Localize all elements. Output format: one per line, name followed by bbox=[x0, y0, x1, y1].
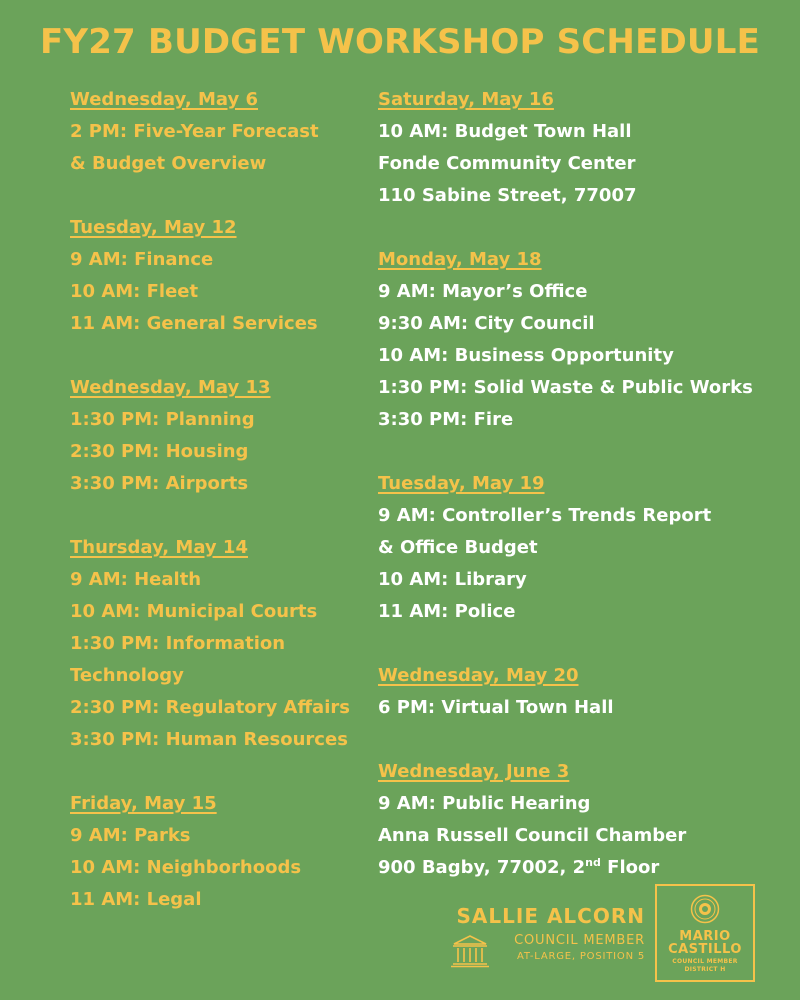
schedule-item: 9 AM: Parks bbox=[70, 825, 191, 846]
schedule-item: 9 AM: Public Hearing bbox=[378, 793, 591, 814]
schedule-day-block bbox=[70, 212, 370, 340]
day-heading: Wednesday, May 13 bbox=[70, 377, 271, 398]
schedule-item: 9 AM: Mayor’s Office bbox=[378, 281, 588, 302]
schedule-item: 9 AM: Finance bbox=[70, 249, 214, 270]
castillo-name: MARIO CASTILLO bbox=[668, 929, 742, 957]
day-heading: Monday, May 18 bbox=[378, 249, 542, 270]
schedule-day-block bbox=[378, 756, 794, 884]
schedule-day-block bbox=[70, 372, 370, 500]
schedule-item: 1:30 PM: Planning bbox=[70, 409, 255, 430]
schedule-item: Technology bbox=[70, 665, 184, 686]
schedule-item: 3:30 PM: Human Resources bbox=[70, 729, 348, 750]
schedule-item: 2 PM: Five-Year Forecast bbox=[70, 121, 319, 142]
schedule-item: & Office Budget bbox=[378, 537, 538, 558]
schedule-item: 1:30 PM: Information bbox=[70, 633, 286, 654]
schedule-item: 9:30 AM: City Council bbox=[378, 313, 595, 334]
schedule-item: & Budget Overview bbox=[70, 153, 267, 174]
schedule-item: 11 AM: Police bbox=[378, 601, 516, 622]
page-title: FY27 BUDGET WORKSHOP SCHEDULE bbox=[39, 22, 761, 62]
schedule-day-block bbox=[70, 788, 370, 916]
day-heading: Wednesday, May 6 bbox=[70, 89, 258, 110]
alcorn-name: SALLIE ALCORN bbox=[456, 904, 645, 928]
alcorn-position: AT-LARGE, POSITION 5 bbox=[516, 951, 645, 962]
schedule-item: 900 Bagby, 77002, 2nd Floor bbox=[378, 856, 660, 878]
day-heading: Thursday, May 14 bbox=[70, 537, 248, 558]
day-heading: Tuesday, May 19 bbox=[378, 473, 545, 494]
day-heading: Wednesday, June 3 bbox=[378, 761, 570, 782]
city-seal-icon bbox=[690, 894, 720, 924]
schedule-item: 2:30 PM: Regulatory Affairs bbox=[70, 697, 350, 718]
castillo-title: COUNCIL MEMBER DISTRICT H bbox=[672, 958, 738, 973]
castillo-logo bbox=[655, 884, 755, 982]
schedule-item: 6 PM: Virtual Town Hall bbox=[378, 697, 614, 718]
day-heading: Wednesday, May 20 bbox=[378, 665, 579, 686]
schedule-item: 9 AM: Health bbox=[70, 569, 202, 590]
schedule-day-block bbox=[70, 532, 370, 756]
schedule-item: Fonde Community Center bbox=[378, 153, 636, 174]
schedule-item: 110 Sabine Street, 77007 bbox=[378, 185, 637, 206]
schedule-item: 11 AM: General Services bbox=[70, 313, 318, 334]
schedule-item: 3:30 PM: Airports bbox=[70, 473, 249, 494]
schedule-item: Anna Russell Council Chamber bbox=[378, 825, 687, 846]
alcorn-title: COUNCIL MEMBER bbox=[514, 933, 645, 948]
schedule-item: 9 AM: Controller’s Trends Report bbox=[378, 505, 712, 526]
schedule-item: 10 AM: Fleet bbox=[70, 281, 199, 302]
schedule-item: 2:30 PM: Housing bbox=[70, 441, 249, 462]
schedule-item: 10 AM: Library bbox=[378, 569, 527, 590]
alcorn-logo bbox=[450, 904, 645, 968]
schedule-day-block bbox=[378, 244, 794, 436]
left-schedule-column bbox=[70, 84, 370, 916]
city-hall-icon bbox=[450, 932, 490, 968]
day-heading: Tuesday, May 12 bbox=[70, 217, 237, 238]
schedule-day-block bbox=[70, 84, 370, 180]
schedule-item: 3:30 PM: Fire bbox=[378, 409, 514, 430]
schedule-item: 11 AM: Legal bbox=[70, 889, 202, 910]
day-heading: Friday, May 15 bbox=[70, 793, 217, 814]
schedule-item: 10 AM: Municipal Courts bbox=[70, 601, 318, 622]
schedule-item: 1:30 PM: Solid Waste & Public Works bbox=[378, 377, 753, 398]
schedule-item: 10 AM: Business Opportunity bbox=[378, 345, 674, 366]
right-schedule-column bbox=[378, 84, 794, 884]
schedule-day-block bbox=[378, 660, 794, 724]
schedule-day-block bbox=[378, 468, 794, 628]
schedule-item: 10 AM: Neighborhoods bbox=[70, 857, 302, 878]
day-heading: Saturday, May 16 bbox=[378, 89, 554, 110]
schedule-item: 10 AM: Budget Town Hall bbox=[378, 121, 632, 142]
schedule-day-block bbox=[378, 84, 794, 212]
